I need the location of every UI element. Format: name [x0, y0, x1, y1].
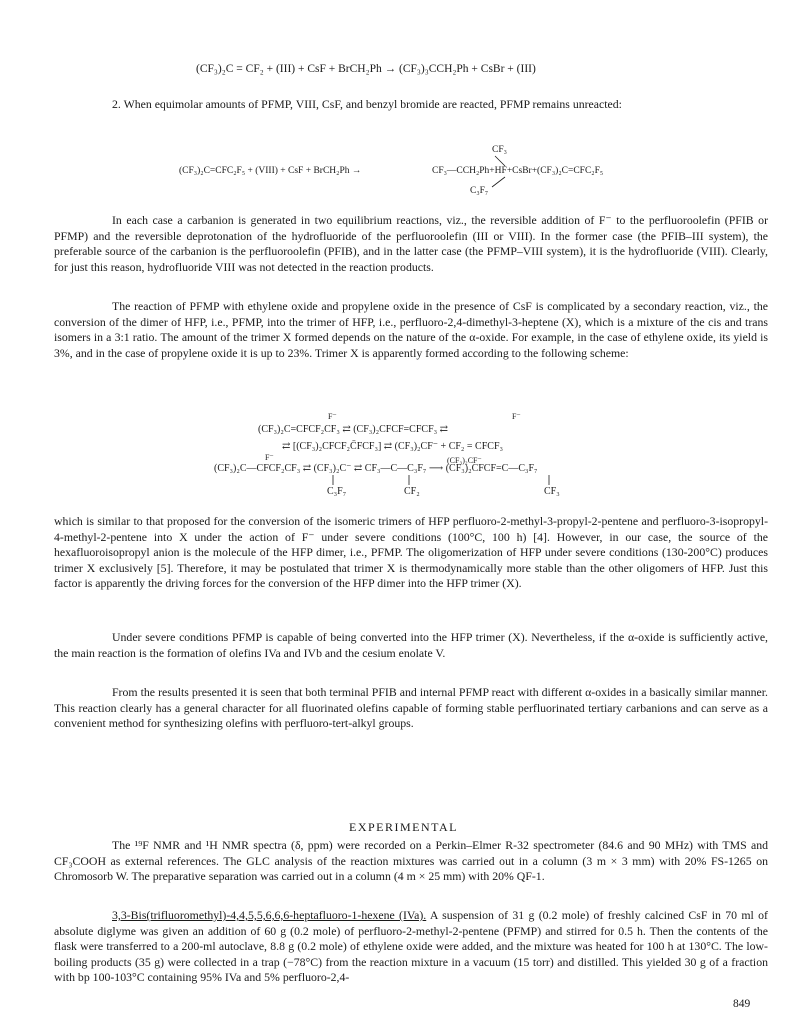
paragraph-1: 2. When equimolar amounts of PFMP, VIII, CsF, and benzyl bromide are reacted, PFMP remains unreacted: [112, 97, 622, 111]
scheme-line-3: (CF₃)₂C—CFCF₂CF₃ ⇄ (CF₃)₂C⁻ ⇄ CF₃—C—C₃F₇ ⟶ (CF₃)₂CFCF=C—C₃F₇ [214, 463, 538, 474]
scheme-f-anion-3: F⁻ [265, 453, 274, 462]
paragraph-5: Under severe conditions PFMP is capable of being converted into the HFP trimer (X). Nevertheless, if the α-oxide is sufficiently active, the main reaction is the formation of olefins IVa and IVb and the cesium enolate V. [54, 630, 768, 660]
equation-2-left: (CF₃)₂C=CFC₂F₅ + (VIII) + CsF + BrCH₂Ph → [179, 166, 362, 176]
page-number: 849 [733, 998, 751, 1010]
equation-2-mid: CF₃—CCH₂Ph+HF+CsBr+(CF₃)₂C=CFC₂F₅ [432, 166, 604, 176]
paragraph-8 [54, 908, 768, 986]
paragraph-4: which is similar to that proposed for the conversion of the isomeric trimers of HFP perfluoro-2-methyl-3-propyl-2-pentene and perfluoro-3-isopropyl-4-methyl-2-pentene into X under the action of F⁻ under severe conditions (100°C, 100 h) [4]. However, in our case, the source of the hexafluoroisopropyl anion is the molecule of the HFP dimer, i.e., PFMP. The oligomerization of HFP under severe conditions (130-200°C) produces trimer X exclusively [5]. Therefore, it may be postulated that trimer X is thermodynamically more stable than the other oligomers of HFP. Just this factor is apparently the driving forces for the conversion of the HFP dimer into the HFP trimer (X). [54, 514, 768, 591]
scheme-substituent-1: C₃F₇ [327, 486, 347, 497]
scheme-f-anion-1: F⁻ [328, 412, 337, 421]
compound-title: 3,3-Bis(trifluoromethyl)-4,4,5,5,6,6,6-heptafluoro-1-hexene (IVa). [112, 908, 427, 922]
equation-2-top: CF₃ [492, 145, 507, 155]
scheme-reagent: (CF₃)₂CF⁻ [447, 456, 482, 465]
scheme-substituent-2: CF₂ [404, 486, 420, 497]
paragraph-7: The ¹⁹F NMR and ¹H NMR spectra (δ, ppm) were recorded on a Perkin–Elmer R-32 spectrometer (84.6 and 90 MHz) with TMS and CF₃COOH as external references. The GLC analysis of the reaction mixtures was carried out in a column (3 m × 3 mm) with 20% FS-1265 on Chromosorb W. The preparative separation was carried out in a column (4 m × 25 mm) with 20% QF-1. [54, 838, 768, 884]
paragraph-6: From the results presented it is seen that both terminal PFIB and internal PFMP react with different α-oxides in a basically similar manner. This reaction clearly has a general character for all fluorinated olefins capable of forming stable perfluorinated tertiary carbanions and can serve as a convenient method for synthesizing olefins with perfluoro-tert-alkyl groups. [54, 685, 768, 731]
scheme-f-anion-2: F⁻ [512, 412, 521, 421]
equation-2-bottom: C₃F₇ [470, 186, 489, 196]
paragraph-2: In each case a carbanion is generated in two equilibrium reactions, viz., the reversible addition of F⁻ to the perfluoroolefin (PFIB or PFMP) and the reversible deprotonation of the hydrofluoride of the perfluoroolefin (III or VIII). In the former case (the PFIB–III system), the preferable source of the carbanion is the perfluoroolefin (PFIB), and in the latter case (the PFMP–VIII system), it is the hydrofluoride (VIII). Clearly, for just this reason, hydrofluoride VIII was not detected in the reaction products. [54, 213, 768, 274]
scheme-substituent-3: CF₃ [544, 486, 560, 497]
paragraph-3: The reaction of PFMP with ethylene oxide and propylene oxide in the presence of CsF is complicated by a secondary reaction, viz., the conversion of the dimer of HFP, i.e., PFMP, into the trimer of HFP, i.e., perfluoro-2,4-dimethyl-3-heptene (X), which is a mixture of the cis and trans isomers in a 3:1 ratio. The amount of the trimer X formed depends on the nature of the α-oxide. For example, in the case of ethylene oxide, its yield is 3%, and in the case of propylene oxide it is up to 23%. Trimer X is apparently formed according to the following scheme: [54, 299, 768, 360]
equation-1: (CF₃)₂C = CF₂ + (III) + CsF + BrCH₂Ph → (CF₃)₃CCH₂Ph + CsBr + (III) [196, 63, 536, 75]
scheme-line-2: ⇄ [(CF₃)₂CFCF₂C̄FCF₃] ⇄ (CF₃)₂CF⁻ + CF₂ = CFCF₃ [282, 441, 504, 452]
procedure-text: A suspension of 31 g (0.2 mole) of freshly calcined CsF in 70 ml of absolute diglyme was given an addition of 60 g (0.2 mole) of perfluoro-2-methyl-2-pentene (PFMP) and stirred for 0.5 h. Then the contents of the flask were transferred to a 200-ml autoclave, 8.8 g (0.2 mole) of ethylene oxide were added, and the mixture was heated for 100 h at 130°C. The low-boiling products (35 g) were collected in a trap (−78°C) from the reaction mixture in a vacuum (15 torr) and distilled. This yielded 30 g of a fraction with bp 100-103°C containing 95% IVa and 5% perfluoro-2,4- [54, 908, 768, 985]
scheme-line-1: (CF₃)₂C=CFCF₂CF₃ ⇄ (CF₃)₂CFCF=CFCF₃ ⇄ [258, 424, 449, 435]
section-heading: EXPERIMENTAL [348, 820, 459, 834]
